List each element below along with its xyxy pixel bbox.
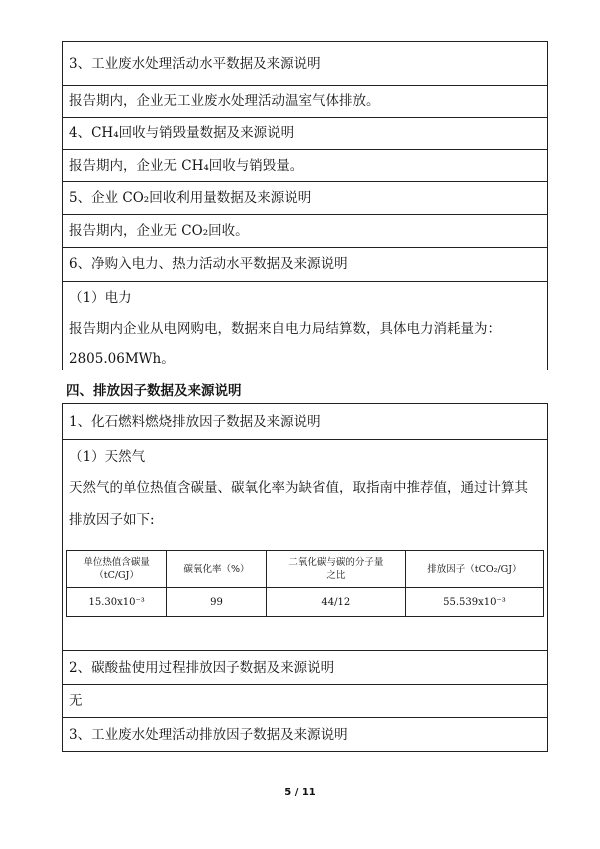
- row-divider: [62, 149, 548, 150]
- factor-3-title: 3、工业废水处理活动排放因子数据及来源说明: [69, 727, 348, 743]
- row-divider: [62, 181, 548, 182]
- header-cell-oxidation-rate: 碳氧化率（%）: [167, 551, 267, 588]
- section-6-body-line1: 报告期内企业从电网购电，数据来自电力局结算数，具体电力消耗量为：: [69, 321, 501, 337]
- row-divider: [62, 117, 548, 118]
- row-divider: [62, 650, 548, 651]
- table-header-row: [67, 551, 544, 588]
- section-6-body-line2: 2805.06MWh。: [69, 351, 175, 367]
- row-divider: [62, 403, 548, 404]
- row-divider: [62, 41, 548, 42]
- value-cell-molecular-ratio: 44/12: [266, 588, 405, 617]
- row-divider: [62, 439, 548, 440]
- row-divider: [62, 684, 548, 685]
- row-divider: [62, 717, 548, 718]
- section-4-title: 4、CH₄回收与销毁量数据及来源说明: [69, 125, 295, 141]
- factor-1-body-line1: 天然气的单位热值含碳量、碳氧化率为缺省值，取指南中推荐值，通过计算其: [69, 480, 528, 496]
- section-6-title: 6、净购入电力、热力活动水平数据及来源说明: [69, 256, 348, 272]
- section-4-body: 报告期内，企业无 CH₄回收与销毁量。: [69, 158, 304, 174]
- section-5-body: 报告期内，企业无 CO₂回收。: [69, 223, 249, 239]
- row-divider: [62, 214, 548, 215]
- header-cell-emission-factor: 排放因子（tCO₂/GJ）: [405, 551, 543, 588]
- factor-1-title: 1、化石燃料燃烧排放因子数据及来源说明: [69, 414, 321, 430]
- factor-2-body: 无: [69, 693, 83, 709]
- factor-1-body-line2: 排放因子如下:: [69, 512, 155, 528]
- section-5-title: 5、企业 CO₂回收利用量数据及来源说明: [69, 190, 312, 206]
- row-divider: [62, 281, 548, 282]
- factor-1-subtitle: （1）天然气: [69, 449, 146, 465]
- header-cell-molecular-ratio: 二氧化碳与碳的分子量 之比: [266, 551, 405, 588]
- row-divider: [62, 247, 548, 248]
- section-6-subtitle: （1）电力: [69, 290, 132, 306]
- section-3-body: 报告期内，企业无工业废水处理活动温室气体排放。: [69, 93, 380, 109]
- header-cell-carbon-content: 单位热值含碳量 （tC/GJ）: [67, 551, 167, 588]
- emission-factor-table: [66, 550, 544, 617]
- factor-2-title: 2、碳酸盐使用过程排放因子数据及来源说明: [69, 660, 335, 676]
- row-divider: [62, 751, 548, 752]
- section-3-title: 3、工业废水处理活动水平数据及来源说明: [69, 56, 321, 72]
- value-cell-carbon-content: 15.30x10⁻³: [67, 588, 167, 617]
- value-cell-emission-factor: 55.539x10⁻³: [405, 588, 543, 617]
- page-number: 5 / 11: [284, 787, 316, 798]
- row-divider: [62, 85, 548, 86]
- value-cell-oxidation-rate: 99: [167, 588, 267, 617]
- table-row: [67, 588, 544, 617]
- chapter-four-heading: 四、排放因子数据及来源说明: [66, 383, 242, 399]
